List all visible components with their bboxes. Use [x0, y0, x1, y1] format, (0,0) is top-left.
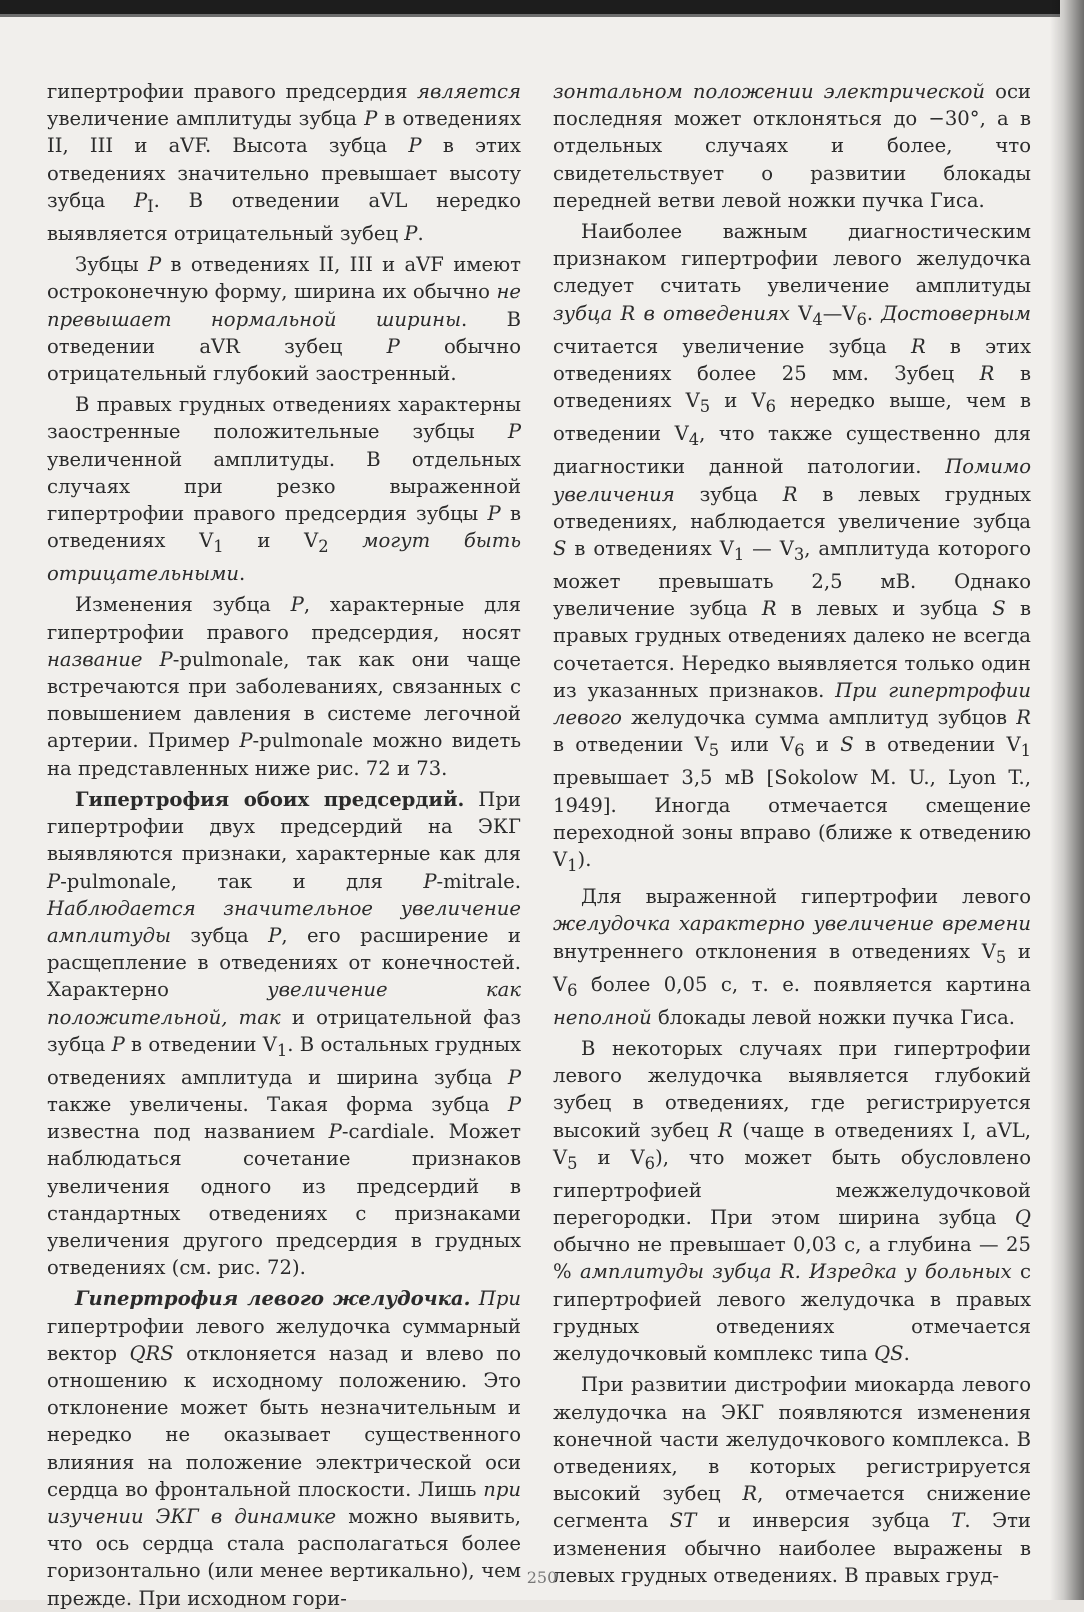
right-text-column — [553, 78, 1031, 1589]
paragraph: Гипертрофия левого желудочка. При гипертрофии левого желудочка суммарный вектор QRS отклоняется назад и влево по отношению к исходному положению. Это отклонение может быть незначительным и нередко не оказывает существенного влияния на положение электрической оси сердца во фронтальной плоскости. Лишь при изучении ЭКГ в динамике можно выявить, что ось сердца стала располагаться более горизонтально (или менее вертикально), чем прежде. При исходном гори- — [47, 1287, 522, 1610]
paragraph: зонтальном положении электрической оси последняя может отклоняться до −30°, а в отдельных случаях и более, что свидетельствует о развитии блокады передней ветви левой ножки пучка Гиса. — [553, 80, 1031, 212]
paragraph: Зубцы P в отведениях II, III и aVF имеют остроконечную форму, ширина их обычно не превышает нормальной ширины. В отведении aVR зубец P обычно отрицательный глубокий заостренный. — [47, 253, 522, 385]
paragraph: Изменения зубца P, характерные для гипертрофии правого предсердия, носят название P-pulmonale, так как они чаще встречаются при заболеваниях, связанных с повышением давления в системе легочной артерии. Пример P-pulmonale можно видеть на представленных ниже рис. 72 и 73. — [47, 593, 521, 780]
paragraph: гипертрофии правого предсердия является увеличение амплитуды зубца P в отведениях II, III и aVF. Высота зубца P в этих отведениях значительно превышает высоту зубца $P_I$. В отведении aVL нередко выявляется отрицательный зубец P. — [47, 80, 521, 245]
top-edge-shadow — [0, 0, 1060, 14]
paragraph: В правых грудных отведениях характерны заостренные положительные зубцы P увеличенной амплитуды. В отдельных случаях при резко выраженной гипертрофии правого предсердия зубцы P в отведениях $V_1$ и $V_2$ могут быть отрицательными. — [47, 393, 521, 586]
top-edge-line — [0, 14, 1060, 17]
paragraph: Для выраженной гипертрофии левого желудочка характерно увеличение времени внутреннего отклонения в отведениях $V_5$ и $V_6$ более 0,05 с, т. е. появляется картина неполной блокады левой ножки пучка Гиса. — [553, 885, 1031, 1029]
paragraph: При развитии дистрофии миокарда левого желудочка на ЭКГ появляются изменения конечной части желудочкового комплекса. В отведениях, в которых регистрируется высокий зубец R, отмечается снижение сегмента ST и инверсия зубца T. Эти изменения обычно наиболее выражены в левых грудных отведениях. В правых груд- — [553, 1373, 1031, 1587]
paragraph: В некоторых случаях при гипертрофии левого желудочка выявляется глубокий зубец в отведениях, где регистрируется высокий зубец R (чаще в отведениях I, aVL, $V_5$ и $V_6$), что может быть обусловлено гипертрофией межжелудочковой перегородки. При этом ширина зубца Q обычно не превышает 0,03 с, а глубина — 25 % амплитуды зубца R. Изредка у больных с гипертрофией левого желудочка в правых грудных отведениях отмечается желудочковый комплекс типа QS. — [553, 1036, 1032, 1366]
spine-shadow — [1050, 0, 1084, 1600]
paragraph: Наиболее важным диагностическим признаком гипертрофии левого желудочка следует считать увеличение амплитуды зубца R в отведениях $V_4—V_6$. Достоверным считается увеличение зубца R в этих отведениях более 25 мм. Зубец R в отведениях $V_5$ и $V_6$ нередко выше, чем в отведении $V_4$, что также существенно для диагностики данной патологии. Помимо увеличения зубца R в левых грудных отведениях, наблюдается увеличение зубца S в отведениях $V_1$ — $V_3$, амплитуда которого может превышать 2,5 мВ. Однако увеличение зубца R в левых и зубца S в правых грудных отведениях далеко не всегда сочетается. Нередко выявляется только один из указанных признаков. При гипертрофии левого желудочка сумма амплитуд зубцов R в отведении $V_5$ или $V_6$ и S в отведении $V_1$ превышает 3,5 мВ [Sokolow M. U., Lyon T., 1949]. Иногда отмечается смещение переходной зоны вправо (ближе к отведению $V_1$). — [553, 220, 1031, 875]
page-number: 250 — [526, 1568, 558, 1587]
paragraph: Гипертрофия обоих предсердий. При гипертрофии двух предсердий на ЭКГ выявляются признаки, характерные как для P-pulmonale, так и для P-mitrale. Наблюдается значительное увеличение амплитуды зубца P, его расширение и расщепление в отведениях от конечностей. Характерно увеличение как положительной, так и отрицательной фаз зубца P в отведении $V_1$. В остальных грудных отведениях амплитуда и ширина зубца P также увеличены. Такая форма зубца P известна под названием P-cardiale. Может наблюдаться сочетание признаков увеличения одного из предсердий в стандартных отведениях с признаками увеличения другого предсердия в грудных отведениях (см. рис. 72). — [47, 787, 521, 1280]
left-text-column — [47, 78, 521, 1612]
